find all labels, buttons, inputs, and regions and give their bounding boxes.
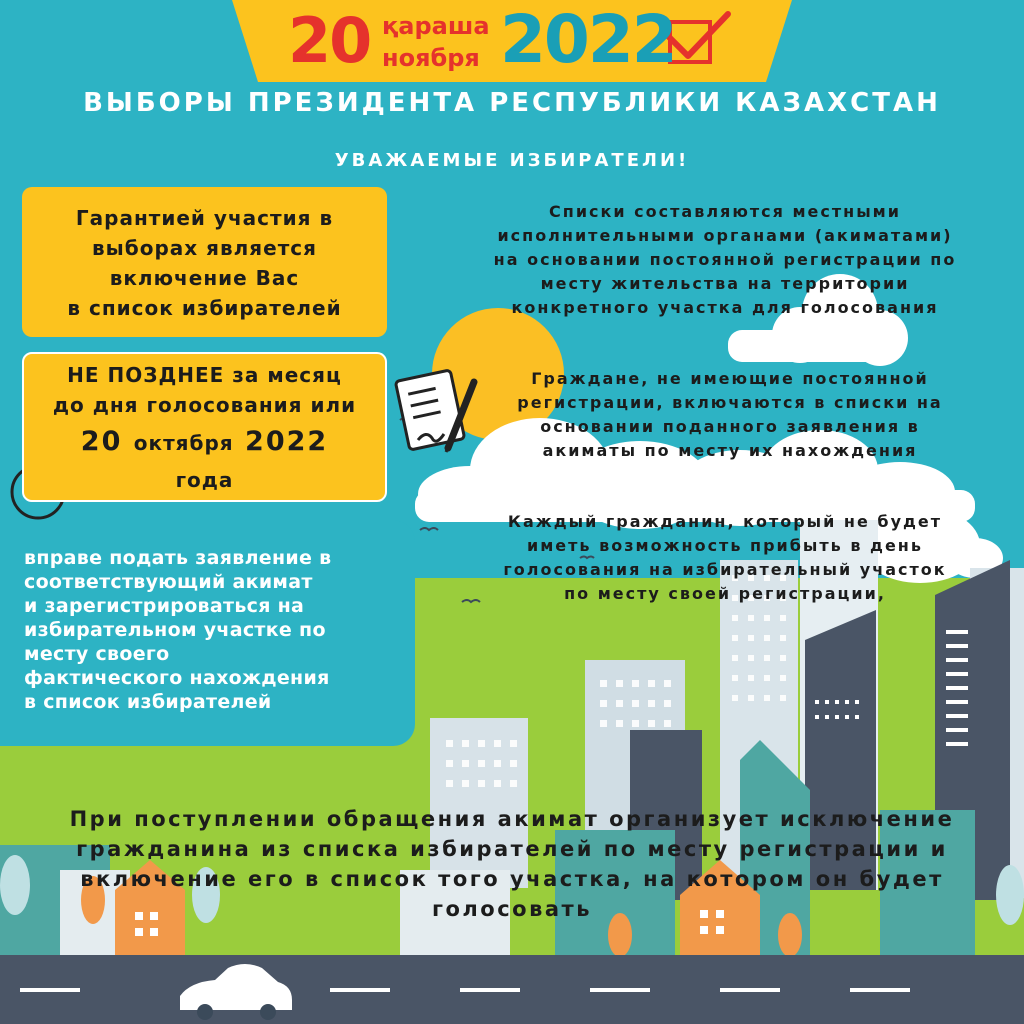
paragraph-line: месту жительства на территории: [540, 274, 910, 293]
paragraph-line: исполнительными органами (акиматами): [497, 226, 953, 245]
guarantee-box: [22, 187, 387, 337]
paragraph-line: голосования на избирательный участок: [503, 560, 947, 579]
paragraph-line: регистрации, включаются в списки на: [517, 393, 943, 412]
absent-citizen-paragraph: [465, 510, 985, 606]
deadline-day: 20: [80, 426, 123, 457]
paragraph-line: Списки составляются местными: [549, 202, 901, 221]
election-year: 2022: [500, 1, 676, 78]
deadline-year: 2022: [245, 426, 329, 457]
paragraph-line: Граждане, не имеющие постоянной: [531, 369, 929, 388]
month-russian: ноября: [382, 44, 480, 72]
left-panel-line: избирательном участке по: [24, 619, 326, 641]
deadline-date: [24, 420, 385, 465]
lists-info-paragraph: [465, 200, 985, 320]
bottom-notice-line: включение его в список того участка, на котором он будет: [80, 867, 944, 891]
month-kazakh: қараша: [382, 12, 490, 40]
deadline-box: [22, 352, 387, 502]
guarantee-line: выборах является: [92, 236, 317, 260]
left-panel-text: [24, 546, 394, 714]
guarantee-line: в список избирателей: [67, 296, 342, 320]
bottom-notice: [20, 804, 1004, 924]
deadline-line: НЕ ПОЗДНЕЕ за месяц: [67, 363, 342, 387]
left-panel-line: вправе подать заявление в: [24, 547, 332, 569]
no-registration-paragraph: [470, 367, 990, 463]
deadline-line: года: [175, 468, 234, 492]
left-panel-line: фактического нахождения: [24, 667, 330, 689]
paragraph-line: на основании постоянной регистрации по: [493, 250, 957, 269]
left-panel-line: месту своего: [24, 643, 170, 665]
bottom-notice-line: гражданина из списка избирателей по месту регистрации и: [76, 837, 948, 861]
deadline-month: октября: [133, 431, 234, 455]
paragraph-line: иметь возможность прибыть в день: [527, 536, 923, 555]
paragraph-line: основании поданного заявления в: [540, 417, 920, 436]
bottom-notice-line: голосовать: [432, 897, 592, 921]
left-panel-line: соответствующий акимат: [24, 571, 313, 593]
page-subtitle: УВАЖАЕМЫЕ ИЗБИРАТЕЛИ!: [334, 150, 690, 171]
left-panel-line: в список избирателей: [24, 691, 272, 713]
guarantee-line: Гарантией участия в: [75, 206, 334, 230]
bottom-notice-line: При поступлении обращения акимат организует исключение: [69, 807, 955, 831]
guarantee-line: включение Вас: [109, 266, 300, 290]
paragraph-line: акиматы по месту их нахождения: [542, 441, 918, 460]
paragraph-line: конкретного участка для голосования: [511, 298, 939, 317]
paragraph-line: Каждый гражданин, который не будет: [507, 512, 943, 531]
deadline-line: до дня голосования или: [52, 393, 357, 417]
paragraph-line: по месту своей регистрации,: [564, 584, 886, 603]
election-day: 20: [288, 4, 371, 77]
left-panel-line: и зарегистрироваться на: [24, 595, 305, 617]
page-title: ВЫБОРЫ ПРЕЗИДЕНТА РЕСПУБЛИКИ КАЗАХСТАН: [83, 88, 941, 118]
